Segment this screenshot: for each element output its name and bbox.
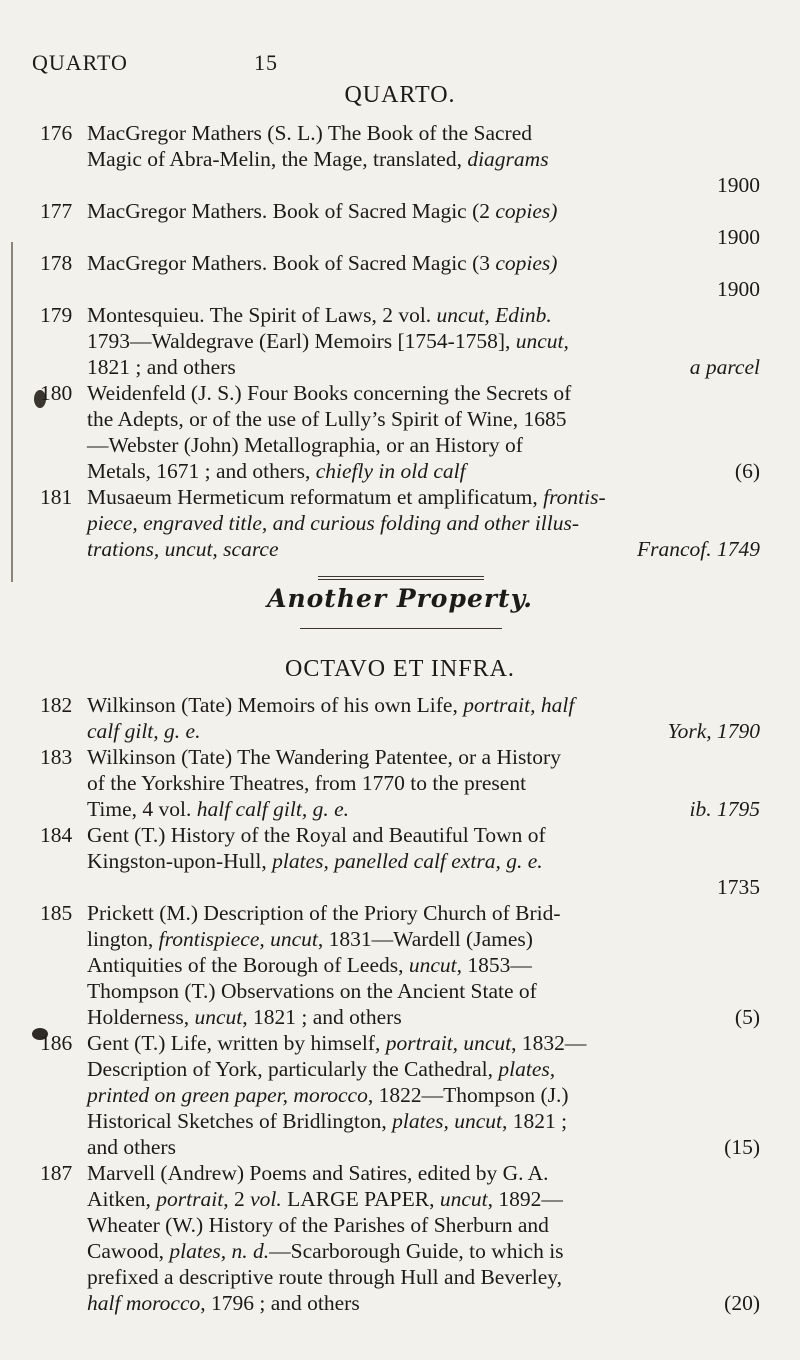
lot-line: [87, 380, 760, 406]
lot-186: [40, 1030, 760, 1160]
lot-text-italic: uncut: [439, 1187, 488, 1211]
lot-178: [40, 250, 760, 302]
lot-text: Gent (T.) Life, written by himself,: [87, 1031, 386, 1055]
lot-line: [87, 952, 760, 978]
lot-number: 182: [40, 693, 73, 717]
lot-line: [87, 198, 760, 224]
lot-text: lington,: [87, 927, 159, 951]
lot-description: [87, 250, 760, 302]
lot-text-italic: chiefly in old calf: [315, 459, 466, 483]
lot-187: [40, 1160, 760, 1316]
lot-text: LARGE PAPER,: [281, 1187, 440, 1211]
lot-text: Wheater (W.) History of the Parishes of Sherburn and: [87, 1213, 549, 1237]
lot-date: 1900: [717, 173, 760, 197]
lot-line: [87, 1238, 760, 1264]
lot-text: , 1821 ;: [502, 1109, 568, 1133]
section-title-octavo: OCTAVO ET INFRA.: [285, 656, 515, 682]
lot-text: Metals, 1671 ; and others,: [87, 459, 316, 483]
lot-line: [87, 1108, 760, 1134]
lot-text: Prickett (M.) Description of the Priory Church of Brid-: [87, 901, 561, 925]
lot-text: , 2: [223, 1187, 251, 1211]
lot-line: [87, 276, 760, 302]
lot-177: [40, 198, 760, 250]
lot-count: (5): [734, 1005, 760, 1029]
lot-line: [87, 484, 760, 510]
lot-text: , 1831—Wardell (James): [317, 927, 533, 951]
lot-description: [87, 900, 760, 1030]
lot-description: [87, 484, 760, 562]
lot-text: MacGregor Mathers (S. L.) The Book of the Sacred: [87, 121, 533, 145]
lot-line: [87, 1160, 760, 1186]
lot-text: Holderness,: [87, 1005, 195, 1029]
lot-text: Weidenfeld (J. S.) Four Books concerning the Secrets of: [87, 381, 572, 405]
lot-text: , 1832—: [511, 1031, 587, 1055]
lot-line: [87, 848, 760, 874]
lot-description: [87, 380, 760, 484]
lot-line: [87, 900, 760, 926]
lot-date: 1735: [717, 875, 760, 899]
lot-number: 181: [40, 485, 73, 509]
lot-line: [87, 120, 760, 146]
lot-line: [87, 1264, 760, 1290]
lot-text: Wilkinson (Tate) The Wandering Patentee, or a History: [87, 745, 561, 769]
lot-text-italic: portrait, uncut: [385, 1031, 512, 1055]
lot-text-italic: portrait, half: [463, 693, 575, 717]
lot-text: Marvell (Andrew) Poems and Satires, edited by G. A.: [87, 1161, 549, 1185]
lot-count: (15): [724, 1135, 760, 1159]
lot-text-italic: frontis-: [543, 485, 606, 509]
lot-line: [87, 796, 760, 822]
lot-date: 1900: [717, 225, 760, 249]
lot-text-italic: vol.: [250, 1187, 282, 1211]
lot-line: [87, 874, 760, 900]
lot-number: 176: [40, 121, 73, 145]
lot-line: [87, 1030, 760, 1056]
lot-180: [40, 380, 760, 484]
lot-text-italic: trations, uncut, scarce: [87, 537, 279, 561]
heading-rule: [300, 628, 502, 629]
lot-imprint: York, 1790: [667, 719, 760, 743]
lot-description: [87, 198, 760, 250]
lot-text-italic: uncut, Edinb.: [436, 303, 552, 327]
lot-text: Description of York, particularly the Cathedral,: [87, 1057, 499, 1081]
lot-text: —Scarborough Guide, to which is: [269, 1239, 564, 1263]
lot-line: [87, 978, 760, 1004]
lot-text: , 1853—: [456, 953, 532, 977]
lot-text: , 1892—: [487, 1187, 563, 1211]
lot-text-italic: plates, uncut: [392, 1109, 503, 1133]
section-divider: [318, 576, 484, 580]
lot-text: 1793—Waldegrave (Earl) Memoirs [1754-1758],: [87, 329, 516, 353]
lot-line: [87, 146, 760, 172]
lot-text: the Adepts, or of the use of Lully’s Spirit of Wine, 1685: [87, 407, 567, 431]
lot-line: [87, 458, 760, 484]
lot-text-italic: half calf gilt, g. e.: [196, 797, 349, 821]
section-title-quarto: QUARTO.: [344, 82, 456, 108]
margin-pencil-line: [11, 242, 13, 582]
lot-number: 178: [40, 251, 73, 275]
lot-text: Aitken,: [87, 1187, 157, 1211]
lot-text-italic: uncut,: [515, 329, 569, 353]
lot-text-italic: printed on green paper, morocco: [87, 1083, 368, 1107]
lot-description: [87, 1160, 760, 1316]
lot-text-italic: copies): [495, 251, 558, 275]
lot-number: 179: [40, 303, 73, 327]
lot-line: [87, 328, 760, 354]
lot-line: [87, 1056, 760, 1082]
lot-number: 184: [40, 823, 73, 847]
lot-line: [87, 1212, 760, 1238]
lot-line: [87, 1290, 760, 1316]
lot-text: 1821 ; and others: [87, 355, 236, 379]
lot-number: 177: [40, 199, 73, 223]
lot-text: Magic of Abra-Melin, the Mage, translated,: [87, 147, 468, 171]
lot-description: [87, 1030, 760, 1160]
lot-182: [40, 692, 760, 744]
lot-line: [87, 718, 760, 744]
lot-description: [87, 744, 760, 822]
lot-line: [87, 1134, 760, 1160]
lot-number: 185: [40, 901, 73, 925]
page-number: 15: [254, 50, 278, 75]
lot-text-italic: a parcel: [689, 355, 760, 379]
lot-text-italic: copies): [495, 199, 558, 223]
lot-text: Wilkinson (Tate) Memoirs of his own Life,: [87, 693, 464, 717]
lot-line: [87, 172, 760, 198]
lot-text-italic: uncut: [194, 1005, 243, 1029]
lot-line: [87, 536, 760, 562]
lot-imprint: Francof. 1749: [636, 537, 760, 561]
lot-text: —Webster (John) Metallographia, or an History of: [87, 433, 523, 457]
lot-line: [87, 1186, 760, 1212]
lot-179: [40, 302, 760, 380]
lot-text-italic: half morocco: [87, 1291, 201, 1315]
lot-text: Antiquities of the Borough of Leeds,: [87, 953, 409, 977]
running-head-section: QUARTO: [32, 50, 128, 75]
lot-number: 187: [40, 1161, 73, 1185]
lot-text: Gent (T.) History of the Royal and Beautiful Town of: [87, 823, 546, 847]
lot-text-italic: uncut: [408, 953, 457, 977]
lot-text-italic: plates, n. d.: [169, 1239, 270, 1263]
lot-text-italic: diagrams: [467, 147, 549, 171]
lot-text: MacGregor Mathers. Book of Sacred Magic (2: [87, 199, 496, 223]
lot-line: [87, 822, 760, 848]
lot-number: 186: [40, 1031, 73, 1055]
lot-text-italic: plates, panelled calf extra, g. e.: [272, 849, 543, 873]
lot-text: and others: [87, 1135, 176, 1159]
lot-line: [87, 250, 760, 276]
lot-line: [87, 510, 760, 536]
lot-description: [87, 822, 760, 900]
lot-line: [87, 926, 760, 952]
lot-text: Thompson (T.) Observations on the Ancient State of: [87, 979, 537, 1003]
running-head: [32, 50, 760, 80]
lot-line: [87, 770, 760, 796]
lot-text: MacGregor Mathers. Book of Sacred Magic (3: [87, 251, 496, 275]
lot-text: , 1822—Thompson (J.): [367, 1083, 569, 1107]
lot-text: Historical Sketches of Bridlington,: [87, 1109, 393, 1133]
lot-line: [87, 406, 760, 432]
lot-text-italic: frontispiece, uncut: [158, 927, 318, 951]
another-property-heading: Another Property.: [267, 584, 533, 613]
lot-line: [87, 692, 760, 718]
lot-text-italic: plates,: [498, 1057, 556, 1081]
lot-184: [40, 822, 760, 900]
lot-line: [87, 744, 760, 770]
lot-count: (6): [734, 459, 760, 483]
lot-text: , 1796 ; and others: [200, 1291, 360, 1315]
lot-line: [87, 224, 760, 250]
lot-line: [87, 1082, 760, 1108]
lot-text-italic: portrait: [156, 1187, 224, 1211]
lot-181: [40, 484, 760, 562]
lot-number: 183: [40, 745, 73, 769]
lot-185: [40, 900, 760, 1030]
lot-text: Montesquieu. The Spirit of Laws, 2 vol.: [87, 303, 437, 327]
lot-text-italic: piece, engraved title, and curious folding and other illus-: [87, 511, 580, 535]
lot-line: [87, 354, 760, 380]
lot-text: , 1821 ; and others: [242, 1005, 402, 1029]
lot-imprint: ib. 1795: [689, 797, 760, 821]
lot-number: 180: [40, 381, 73, 405]
lot-line: [87, 302, 760, 328]
lot-line: [87, 1004, 760, 1030]
lot-text: Kingston-upon-Hull,: [87, 849, 273, 873]
lot-line: [87, 432, 760, 458]
lot-text: Musaeum Hermeticum reformatum et amplificatum,: [87, 485, 544, 509]
lot-text: Cawood,: [87, 1239, 170, 1263]
lot-183: [40, 744, 760, 822]
lot-text-italic: calf gilt, g. e.: [87, 719, 201, 743]
lot-176: [40, 120, 760, 198]
lot-date: 1900: [717, 277, 760, 301]
lot-text: Time, 4 vol.: [87, 797, 197, 821]
lot-description: [87, 692, 760, 744]
lot-description: [87, 302, 760, 380]
lot-text: prefixed a descriptive route through Hull and Beverley,: [87, 1265, 563, 1289]
lot-text: of the Yorkshire Theatres, from 1770 to the present: [87, 771, 527, 795]
lot-count: (20): [724, 1291, 760, 1315]
lot-description: [87, 120, 760, 198]
